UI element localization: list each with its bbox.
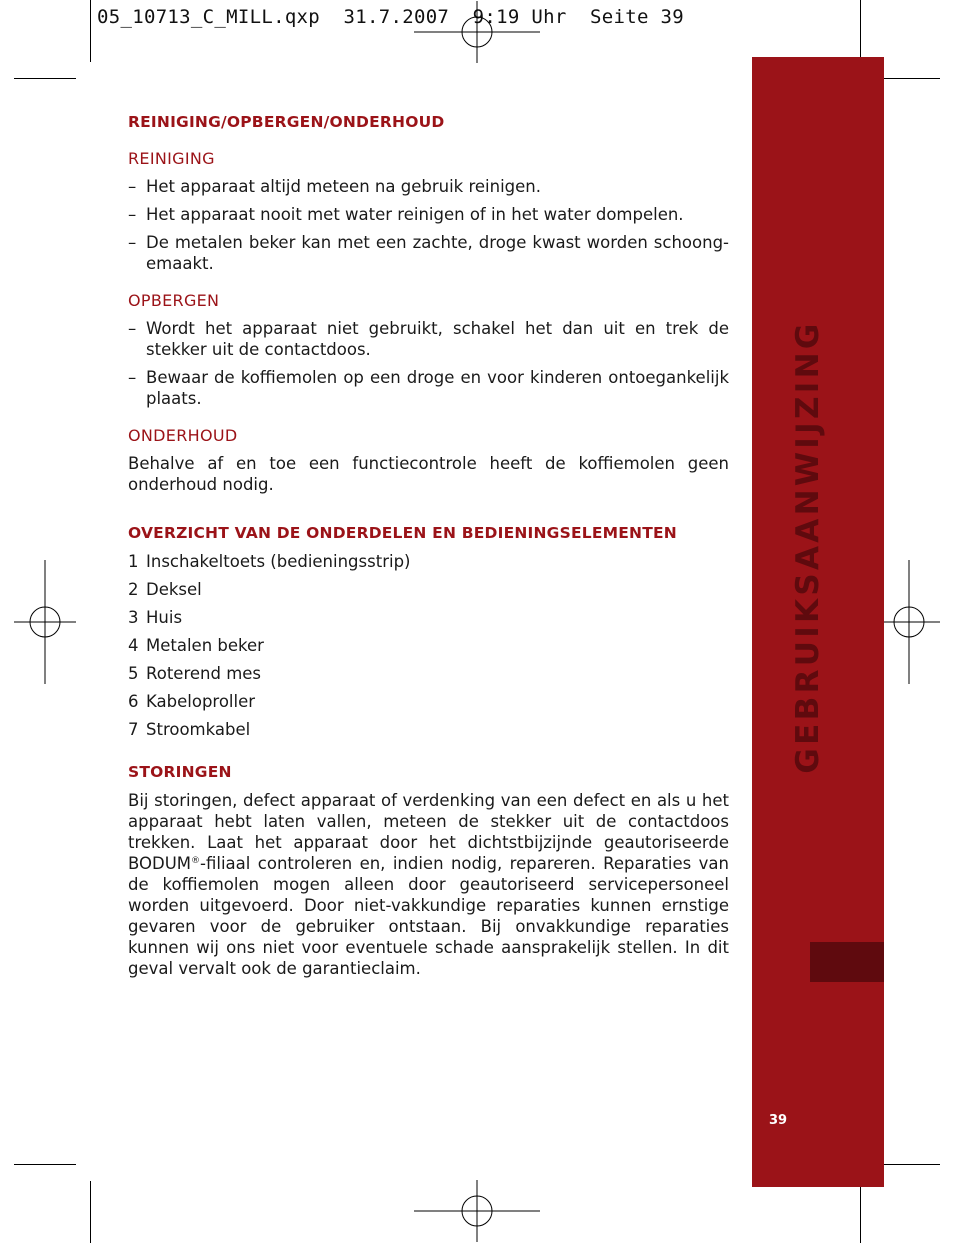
sidebar-tab-marker	[810, 942, 884, 982]
section-heading-storingen: STORINGEN	[128, 763, 232, 781]
item-number: 2	[128, 580, 139, 599]
sidebar-band	[752, 57, 884, 1187]
item-label: Deksel	[146, 580, 202, 599]
list-item: – Het apparaat altijd meteen na gebruik reinigen.	[128, 176, 729, 197]
crop-mark	[860, 1181, 861, 1243]
item-label: Roterend mes	[146, 664, 262, 683]
section-heading-parts: OVERZICHT VAN DE ONDERDELEN EN BEDIENINGSELEMENTEN	[128, 524, 677, 542]
item-label: Stroomkabel	[146, 720, 251, 739]
crop-mark	[14, 78, 76, 79]
crop-mark	[90, 0, 91, 62]
registration-mark-top	[414, 1, 540, 63]
registration-mark-left	[14, 560, 76, 684]
storingen-text-part2: -filiaal controleren en, indien nodig, repareren. Reparaties van de koffiemolen mogen alleen door geautoriseerd servicepersoneel worden uitgevoerd. Door niet-vakkundige reparaties kunnen ernstige gevaren voor de gebruiker ontstaan. Bij onvakkundige reparaties kunnen wij ons niet voor eventuele schade aansprakelijk stellen. In dit geval vervalt ook de garantieclaim.	[128, 854, 729, 978]
crop-mark	[860, 0, 861, 62]
registration-mark-right	[878, 560, 940, 684]
list-item	[128, 663, 729, 684]
list-item	[128, 719, 729, 740]
crop-mark	[14, 1164, 76, 1165]
item-number: 4	[128, 636, 139, 655]
list-item	[128, 635, 729, 656]
crop-mark	[878, 1164, 940, 1165]
list-item: – Wordt het apparaat niet gebruikt, schakel het dan uit en trek de stekker uit de contactdoos.	[128, 318, 729, 360]
subheading-opbergen: OPBERGEN	[128, 291, 220, 310]
list-item: – Het apparaat nooit met water reinigen of in het water dompelen.	[128, 204, 729, 225]
item-number: 3	[128, 608, 139, 627]
list-item: – De metalen beker kan met een zachte, droge kwast worden schoong-emaakt.	[128, 232, 729, 274]
registration-mark-bottom	[414, 1180, 540, 1242]
item-label: Inschakeltoets (bedieningsstrip)	[146, 552, 411, 571]
item-number: 6	[128, 692, 139, 711]
list-item	[128, 579, 729, 600]
section-heading-cleaning: REINIGING/OPBERGEN/ONDERHOUD	[128, 113, 445, 131]
item-number: 5	[128, 664, 139, 683]
item-label: Kabeloproller	[146, 692, 256, 711]
parts-list	[128, 551, 729, 740]
storingen-text-part1: Bij storingen, defect apparaat of verdenking van een defect en als u het apparaat hebt laten vallen, meteen de stekker uit de contactdoos trekken. Laat het apparaat door het dichtstbijzijnde geautoriseerde BODUM	[128, 791, 729, 873]
page-number: 39	[769, 1113, 788, 1128]
subheading-onderhoud: ONDERHOUD	[128, 426, 238, 445]
storingen-text	[128, 790, 729, 979]
item-number: 7	[128, 720, 139, 739]
onderhoud-text: Behalve af en toe een functiecontrole heeft de koffiemolen geen onderhoud nodig.	[128, 454, 729, 494]
list-item	[128, 551, 729, 572]
print-slug: 05_10713_C_MILL.qxp 31.7.2007 9:19 Uhr Seite 39	[97, 6, 684, 28]
item-number: 1	[128, 552, 139, 571]
subheading-reiniging: REINIGING	[128, 149, 215, 168]
crop-mark	[90, 1181, 91, 1243]
list-item: – Bewaar de koffiemolen op een droge en voor kinderen ontoegankelijk plaats.	[128, 367, 729, 409]
item-label: Huis	[146, 608, 183, 627]
registered-mark: ®	[191, 856, 201, 866]
list-item	[128, 607, 729, 628]
crop-mark	[878, 78, 940, 79]
main-content	[128, 112, 729, 979]
sidebar-title: GEBRUIKSAANWIJZING	[790, 320, 826, 774]
list-item	[128, 691, 729, 712]
reiniging-list	[128, 176, 729, 274]
item-label: Metalen beker	[146, 636, 264, 655]
opbergen-list	[128, 318, 729, 409]
